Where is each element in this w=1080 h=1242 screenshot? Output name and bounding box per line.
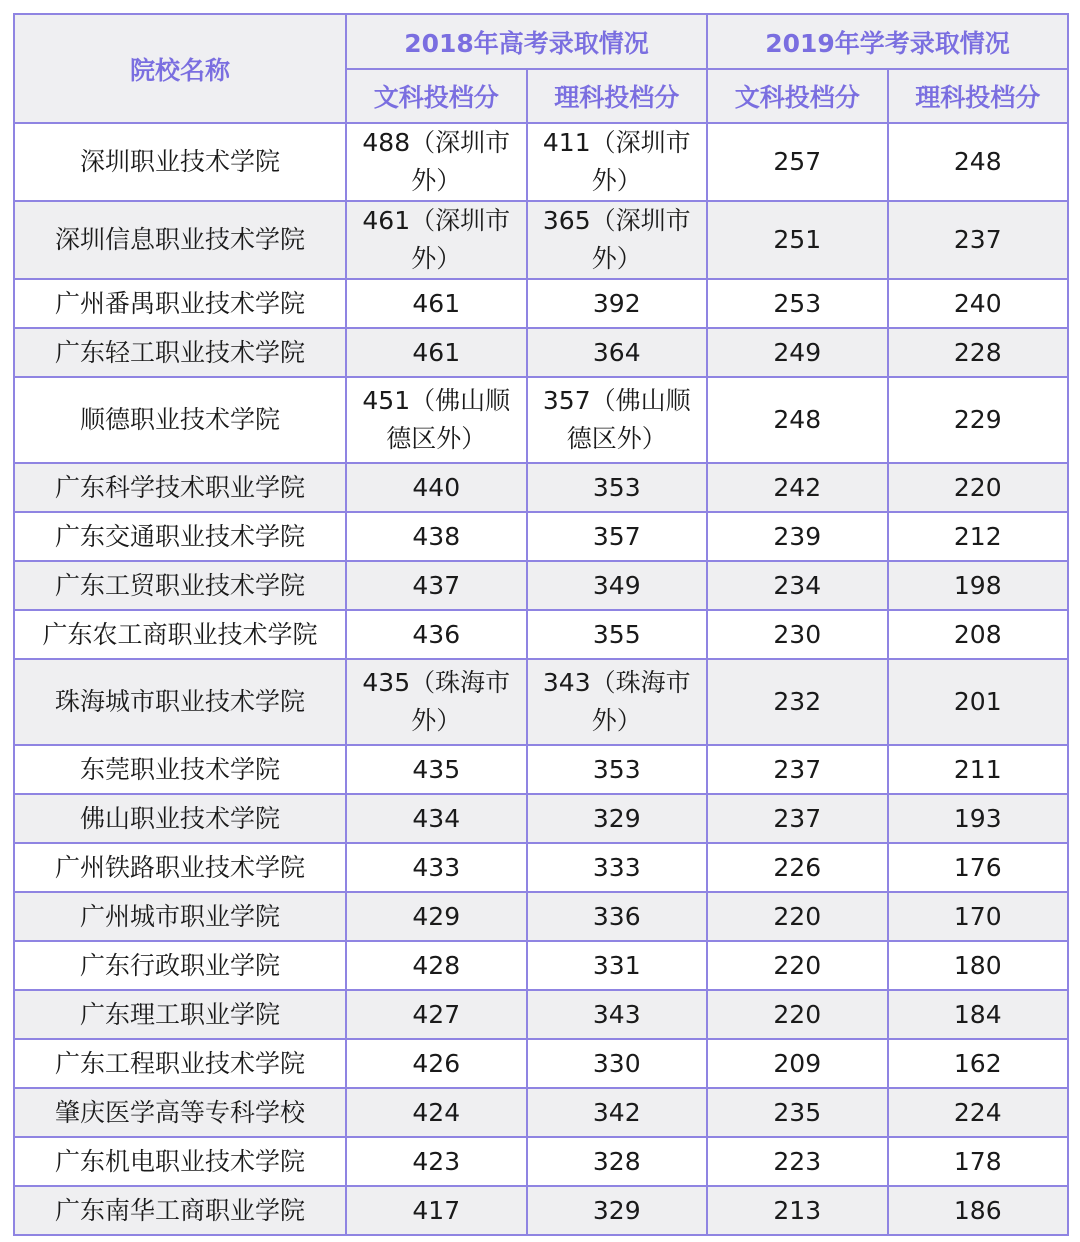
table-row (14, 794, 1068, 843)
cell-2018-li: 353 (527, 463, 708, 512)
cell-2018-li: 349 (527, 561, 708, 610)
cell-2018-li: 329 (527, 794, 708, 843)
cell-2018-li: 343 (527, 990, 708, 1039)
table-row (14, 941, 1068, 990)
header-2019-group: 2019年学考录取情况 (707, 14, 1068, 69)
cell-2019-wen: 237 (707, 794, 888, 843)
cell-school-name: 顺德职业技术学院 (14, 377, 346, 463)
cell-2019-li: 240 (888, 279, 1069, 328)
table-row (14, 659, 1068, 745)
cell-2018-wen: 461 (346, 328, 527, 377)
cell-2018-wen: 440 (346, 463, 527, 512)
header-2019-li: 理科投档分 (888, 69, 1069, 123)
cell-2019-li: 228 (888, 328, 1069, 377)
table-row (14, 745, 1068, 794)
cell-school-name: 广东工程职业技术学院 (14, 1039, 346, 1088)
cell-2018-wen: 434 (346, 794, 527, 843)
cell-2018-wen: 423 (346, 1137, 527, 1186)
cell-school-name: 广东南华工商职业学院 (14, 1186, 346, 1235)
cell-2019-wen: 232 (707, 659, 888, 745)
header-2018-group: 2018年高考录取情况 (346, 14, 707, 69)
cell-2018-wen: 436 (346, 610, 527, 659)
table-row (14, 990, 1068, 1039)
cell-2019-li: 224 (888, 1088, 1069, 1137)
cell-2019-wen: 220 (707, 892, 888, 941)
table-row (14, 1186, 1068, 1235)
cell-2019-wen: 226 (707, 843, 888, 892)
cell-2019-li: 178 (888, 1137, 1069, 1186)
cell-2019-li: 180 (888, 941, 1069, 990)
cell-2018-wen: 424 (346, 1088, 527, 1137)
cell-2019-wen: 237 (707, 745, 888, 794)
admission-scores-table (13, 13, 1069, 1236)
cell-school-name: 广东机电职业技术学院 (14, 1137, 346, 1186)
cell-2018-li: 357（佛山顺德区外） (527, 377, 708, 463)
cell-2019-wen: 213 (707, 1186, 888, 1235)
table-row (14, 843, 1068, 892)
cell-2018-wen: 435（珠海市外） (346, 659, 527, 745)
cell-2018-li: 333 (527, 843, 708, 892)
cell-2018-wen: 428 (346, 941, 527, 990)
cell-school-name: 广东行政职业学院 (14, 941, 346, 990)
cell-2019-li: 220 (888, 463, 1069, 512)
cell-2019-wen: 234 (707, 561, 888, 610)
cell-2019-li: 208 (888, 610, 1069, 659)
cell-2018-li: 343（珠海市外） (527, 659, 708, 745)
cell-2019-li: 162 (888, 1039, 1069, 1088)
cell-2019-wen: 239 (707, 512, 888, 561)
table-row (14, 377, 1068, 463)
cell-2018-li: 331 (527, 941, 708, 990)
cell-2018-wen: 451（佛山顺德区外） (346, 377, 527, 463)
cell-2018-li: 336 (527, 892, 708, 941)
header-2018-wen: 文科投档分 (346, 69, 527, 123)
cell-2018-wen: 433 (346, 843, 527, 892)
cell-2018-wen: 426 (346, 1039, 527, 1088)
cell-school-name: 广东工贸职业技术学院 (14, 561, 346, 610)
cell-2018-li: 365（深圳市外） (527, 201, 708, 279)
header-2019-wen: 文科投档分 (707, 69, 888, 123)
cell-2019-wen: 257 (707, 123, 888, 201)
cell-school-name: 广东科学技术职业学院 (14, 463, 346, 512)
cell-school-name: 广东轻工职业技术学院 (14, 328, 346, 377)
cell-2019-li: 229 (888, 377, 1069, 463)
table-row (14, 892, 1068, 941)
cell-school-name: 深圳信息职业技术学院 (14, 201, 346, 279)
cell-school-name: 广东理工职业学院 (14, 990, 346, 1039)
cell-2018-wen: 429 (346, 892, 527, 941)
cell-2018-li: 357 (527, 512, 708, 561)
table-row (14, 201, 1068, 279)
cell-2019-li: 184 (888, 990, 1069, 1039)
cell-2018-wen: 437 (346, 561, 527, 610)
cell-school-name: 东莞职业技术学院 (14, 745, 346, 794)
cell-2018-li: 364 (527, 328, 708, 377)
cell-school-name: 广州城市职业学院 (14, 892, 346, 941)
cell-school-name: 广东交通职业技术学院 (14, 512, 346, 561)
cell-2019-li: 198 (888, 561, 1069, 610)
cell-2019-li: 170 (888, 892, 1069, 941)
cell-2019-wen: 248 (707, 377, 888, 463)
header-school-name: 院校名称 (14, 14, 346, 123)
table-row (14, 561, 1068, 610)
table-row (14, 1137, 1068, 1186)
cell-2019-li: 248 (888, 123, 1069, 201)
cell-2018-wen: 461（深圳市外） (346, 201, 527, 279)
cell-school-name: 珠海城市职业技术学院 (14, 659, 346, 745)
cell-2019-wen: 242 (707, 463, 888, 512)
cell-2018-li: 342 (527, 1088, 708, 1137)
cell-2018-wen: 461 (346, 279, 527, 328)
cell-2019-li: 176 (888, 843, 1069, 892)
cell-2018-li: 353 (527, 745, 708, 794)
cell-2018-li: 411（深圳市外） (527, 123, 708, 201)
cell-2018-wen: 488（深圳市外） (346, 123, 527, 201)
table-row (14, 512, 1068, 561)
cell-2019-wen: 235 (707, 1088, 888, 1137)
cell-2019-li: 211 (888, 745, 1069, 794)
cell-2019-wen: 251 (707, 201, 888, 279)
cell-2018-li: 330 (527, 1039, 708, 1088)
cell-school-name: 广州番禺职业技术学院 (14, 279, 346, 328)
table-row (14, 1088, 1068, 1137)
cell-2018-li: 392 (527, 279, 708, 328)
table-row (14, 1039, 1068, 1088)
cell-2018-li: 355 (527, 610, 708, 659)
cell-2018-wen: 435 (346, 745, 527, 794)
table-row (14, 610, 1068, 659)
cell-school-name: 佛山职业技术学院 (14, 794, 346, 843)
header-2018-li: 理科投档分 (527, 69, 708, 123)
cell-2018-wen: 417 (346, 1186, 527, 1235)
cell-school-name: 广东农工商职业技术学院 (14, 610, 346, 659)
cell-2018-li: 328 (527, 1137, 708, 1186)
table-row (14, 123, 1068, 201)
cell-school-name: 肇庆医学高等专科学校 (14, 1088, 346, 1137)
table-row (14, 328, 1068, 377)
cell-2019-li: 212 (888, 512, 1069, 561)
cell-2018-wen: 438 (346, 512, 527, 561)
table-row (14, 279, 1068, 328)
cell-2019-li: 186 (888, 1186, 1069, 1235)
table-row (14, 463, 1068, 512)
cell-2019-li: 237 (888, 201, 1069, 279)
cell-2019-wen: 253 (707, 279, 888, 328)
cell-2019-wen: 230 (707, 610, 888, 659)
cell-2018-li: 329 (527, 1186, 708, 1235)
cell-school-name: 深圳职业技术学院 (14, 123, 346, 201)
cell-2019-li: 201 (888, 659, 1069, 745)
cell-school-name: 广州铁路职业技术学院 (14, 843, 346, 892)
cell-2019-li: 193 (888, 794, 1069, 843)
cell-2019-wen: 223 (707, 1137, 888, 1186)
cell-2019-wen: 220 (707, 941, 888, 990)
cell-2018-wen: 427 (346, 990, 527, 1039)
cell-2019-wen: 220 (707, 990, 888, 1039)
cell-2019-wen: 249 (707, 328, 888, 377)
cell-2019-wen: 209 (707, 1039, 888, 1088)
